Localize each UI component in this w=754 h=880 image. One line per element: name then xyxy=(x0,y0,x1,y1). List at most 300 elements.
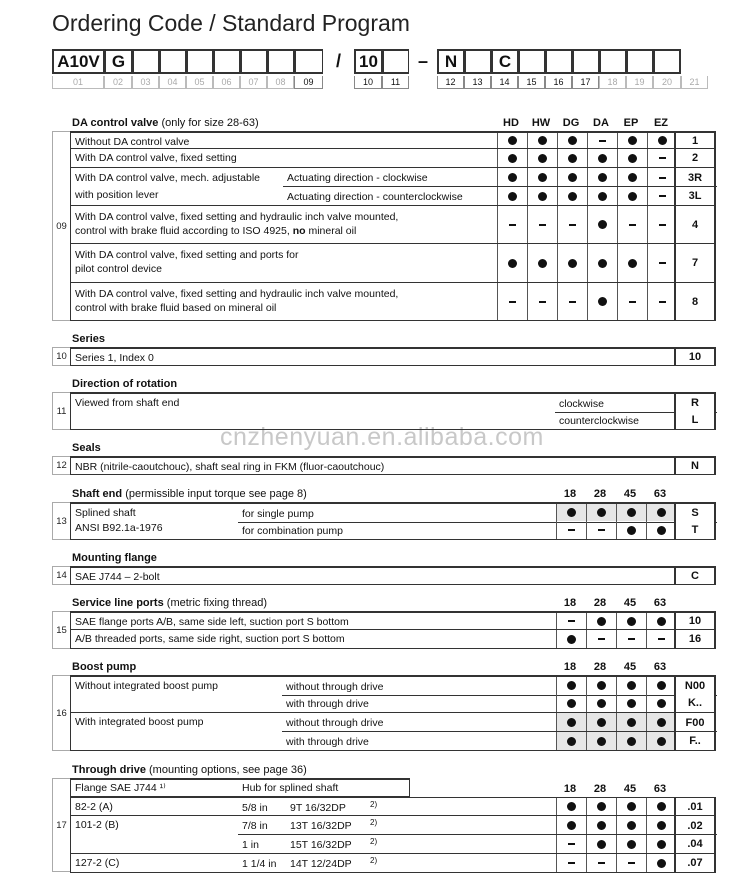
availability-cell xyxy=(556,677,586,694)
option-row[interactable] xyxy=(70,347,716,366)
code-box: A10V xyxy=(52,49,104,74)
section-title-bold: Service line ports xyxy=(72,597,164,609)
availability-cell xyxy=(586,816,616,835)
option-row[interactable] xyxy=(70,131,716,149)
option-subtext: without through drive xyxy=(286,681,384,693)
bullet-icon xyxy=(567,508,576,517)
bullet-icon xyxy=(627,737,636,746)
option-row[interactable] xyxy=(70,521,716,540)
dash-icon xyxy=(509,224,516,226)
availability-cell xyxy=(616,504,646,521)
bullet-icon xyxy=(627,821,636,830)
availability-cell xyxy=(586,732,616,750)
code-separator: / xyxy=(335,51,341,71)
bullet-icon xyxy=(597,699,606,708)
availability-cell xyxy=(646,630,676,648)
availability-cell xyxy=(527,206,557,243)
code-position-10: 10 xyxy=(354,76,382,89)
bullet-icon xyxy=(658,136,667,145)
dash-icon xyxy=(628,638,635,640)
option-text: Splined shaft xyxy=(75,507,136,519)
availability-cell xyxy=(616,854,646,872)
order-code-value[interactable]: K.. xyxy=(674,694,714,712)
bullet-icon xyxy=(538,192,547,201)
column-header-45: 45 xyxy=(623,661,637,673)
option-text-line2: pilot control device xyxy=(75,263,162,275)
bullet-icon xyxy=(597,718,606,727)
code-position-07: 07 xyxy=(240,76,267,89)
availability-cell xyxy=(617,187,647,205)
option-text-line2: control with brake fluid based on mineral oil xyxy=(75,302,277,314)
code-box: N xyxy=(437,49,464,74)
code-position-14: 14 xyxy=(491,76,518,89)
bullet-icon xyxy=(597,617,606,626)
order-code-value[interactable]: 16 xyxy=(674,630,714,648)
bullet-icon xyxy=(538,173,547,182)
option-row[interactable] xyxy=(70,732,716,751)
code-box xyxy=(382,49,409,74)
column-header-HD: HD xyxy=(503,117,519,129)
availability-cell xyxy=(586,694,616,712)
bullet-icon xyxy=(538,154,547,163)
option-row[interactable] xyxy=(70,149,716,168)
dash-icon xyxy=(658,638,665,640)
flange-header: Flange SAE J744 ¹⁾ xyxy=(75,782,166,794)
option-text: With DA control valve, mech. adjustable xyxy=(75,172,261,184)
column-header-63: 63 xyxy=(653,488,667,500)
availability-cell xyxy=(646,677,676,694)
option-subtext: for combination pump xyxy=(242,525,343,537)
code-position-03: 03 xyxy=(132,76,159,89)
position-number: 14 xyxy=(52,566,70,585)
availability-cell xyxy=(557,283,587,320)
option-text: A/B threaded ports, same side right, suction port S bottom xyxy=(75,633,345,645)
option-row[interactable] xyxy=(70,675,716,694)
availability-cell xyxy=(616,694,646,712)
code-box xyxy=(213,49,240,74)
order-code-value[interactable]: C xyxy=(674,568,714,584)
dash-icon xyxy=(509,301,516,303)
code-box: G xyxy=(104,49,132,74)
availability-cell xyxy=(556,854,586,872)
position-number: 15 xyxy=(52,611,70,649)
option-row[interactable] xyxy=(70,566,716,585)
bullet-icon xyxy=(657,821,666,830)
availability-cell xyxy=(617,244,647,282)
flange-size: 127-2 (C) xyxy=(75,857,120,869)
bullet-icon xyxy=(657,737,666,746)
availability-cell xyxy=(587,149,617,167)
position-number: 13 xyxy=(52,502,70,540)
spline-spec: 15T 16/32DP xyxy=(290,839,352,851)
section-title-bold: Through drive xyxy=(72,764,146,776)
bullet-icon xyxy=(538,136,547,145)
availability-cell xyxy=(646,816,676,835)
availability-cell xyxy=(497,244,527,282)
code-box xyxy=(132,49,159,74)
bullet-icon xyxy=(598,259,607,268)
code-box xyxy=(599,49,626,74)
availability-cell xyxy=(557,244,587,282)
availability-cell xyxy=(497,133,527,148)
availability-cell xyxy=(527,283,557,320)
option-text: Viewed from shaft end xyxy=(75,397,180,409)
order-code-value[interactable]: R xyxy=(674,394,714,411)
availability-cell xyxy=(557,133,587,148)
bullet-icon xyxy=(567,699,576,708)
order-code-value[interactable]: .02 xyxy=(674,816,714,835)
section-title-bold: DA control valve xyxy=(72,117,159,129)
position-number: 16 xyxy=(52,675,70,751)
order-code-value[interactable]: 7 xyxy=(674,244,714,282)
dash-icon xyxy=(568,843,575,845)
code-box xyxy=(294,49,323,74)
order-code-value[interactable]: 8 xyxy=(674,283,714,320)
column-header-63: 63 xyxy=(653,661,667,673)
availability-cell xyxy=(616,713,646,732)
bullet-icon xyxy=(568,259,577,268)
availability-cell xyxy=(556,835,586,853)
order-code-value[interactable]: 2 xyxy=(674,149,714,167)
dash-icon xyxy=(659,195,666,197)
watermark: cnzhenyuan.en.alibaba.com xyxy=(220,423,544,451)
section-title-bold: Direction of rotation xyxy=(72,378,178,390)
bullet-icon xyxy=(597,802,606,811)
availability-cell xyxy=(556,630,586,648)
bullet-icon xyxy=(567,635,576,644)
option-subtext: with through drive xyxy=(286,736,369,748)
code-position-11: 11 xyxy=(382,76,409,89)
code-separator: – xyxy=(417,51,428,71)
flange-size: 82-2 (A) xyxy=(75,801,113,813)
code-box xyxy=(159,49,186,74)
bullet-icon xyxy=(627,802,636,811)
availability-cell xyxy=(557,187,587,205)
order-code-value[interactable]: N00 xyxy=(674,677,714,694)
option-text: Without DA control valve xyxy=(75,136,190,148)
availability-cell xyxy=(616,677,646,694)
column-header-18: 18 xyxy=(563,661,577,673)
section-note: (mounting options, see page 36) xyxy=(149,764,307,776)
column-header-28: 28 xyxy=(593,661,607,673)
bullet-icon xyxy=(628,136,637,145)
bullet-icon xyxy=(567,737,576,746)
dash-icon xyxy=(569,224,576,226)
bullet-icon xyxy=(628,259,637,268)
dash-icon xyxy=(568,862,575,864)
code-box xyxy=(518,49,545,74)
code-position-01: 01 xyxy=(52,76,104,89)
dash-icon xyxy=(539,224,546,226)
availability-cell xyxy=(616,835,646,853)
code-box: 10 xyxy=(354,49,382,74)
availability-cell xyxy=(616,816,646,835)
bullet-icon xyxy=(628,173,637,182)
dash-icon xyxy=(659,301,666,303)
availability-cell xyxy=(556,694,586,712)
column-header-28: 28 xyxy=(593,597,607,609)
availability-cell xyxy=(587,187,617,205)
code-box xyxy=(626,49,653,74)
section-title xyxy=(72,442,101,454)
bullet-icon xyxy=(598,173,607,182)
option-row[interactable] xyxy=(70,206,716,244)
code-box xyxy=(464,49,491,74)
spline-spec: 9T 16/32DP xyxy=(290,802,346,814)
availability-cell xyxy=(646,521,676,539)
bullet-icon xyxy=(567,718,576,727)
availability-cell xyxy=(556,521,586,539)
bullet-icon xyxy=(627,617,636,626)
option-row[interactable] xyxy=(70,835,716,854)
availability-cell xyxy=(616,798,646,815)
order-code-value[interactable]: 3R xyxy=(674,168,714,187)
option-row[interactable] xyxy=(70,283,716,321)
option-text: SAE flange ports A/B, same side left, suction port S bottom xyxy=(75,616,349,628)
bullet-icon xyxy=(508,192,517,201)
availability-cell xyxy=(527,168,557,187)
bullet-icon xyxy=(657,802,666,811)
option-subtext: for single pump xyxy=(242,508,314,520)
order-code-value[interactable]: 1 xyxy=(674,133,714,148)
column-header-28: 28 xyxy=(593,488,607,500)
bullet-icon xyxy=(597,681,606,690)
code-box xyxy=(572,49,599,74)
availability-cell xyxy=(497,168,527,187)
option-row[interactable] xyxy=(70,244,716,283)
option-row[interactable] xyxy=(70,713,716,732)
availability-cell xyxy=(586,504,616,521)
bullet-icon xyxy=(627,526,636,535)
order-code-value[interactable]: L xyxy=(674,411,714,429)
order-code-value[interactable]: .04 xyxy=(674,835,714,853)
option-subtext: Actuating direction - clockwise xyxy=(287,172,428,184)
bullet-icon xyxy=(657,508,666,517)
option-text: With DA control valve, fixed setting and ports for xyxy=(75,249,299,261)
dash-icon xyxy=(629,224,636,226)
availability-cell xyxy=(647,244,677,282)
option-text-line2 xyxy=(71,224,356,238)
section-title xyxy=(72,117,259,129)
position-number: 12 xyxy=(52,456,70,475)
bullet-icon xyxy=(598,220,607,229)
bullet-icon xyxy=(627,681,636,690)
code-position-18: 18 xyxy=(599,76,626,89)
dash-icon xyxy=(659,262,666,264)
dash-icon xyxy=(629,301,636,303)
option-row[interactable] xyxy=(70,411,716,430)
column-header-DG: DG xyxy=(562,117,580,129)
option-text: With DA control valve, fixed setting and hydraulic inch valve mounted, xyxy=(75,288,399,300)
code-box xyxy=(545,49,572,74)
order-code-value[interactable]: T xyxy=(674,521,714,539)
code-position-05: 05 xyxy=(186,76,213,89)
hub-size: 1 in xyxy=(242,839,259,851)
availability-cell xyxy=(616,630,646,648)
availability-cell xyxy=(647,149,677,167)
order-code-value[interactable]: 3L xyxy=(674,187,714,205)
hub-header: Hub for splined shaft xyxy=(242,782,339,794)
option-row[interactable] xyxy=(70,187,716,206)
availability-cell xyxy=(617,283,647,320)
option-text-line2: with position lever xyxy=(75,189,159,201)
code-box xyxy=(653,49,681,74)
bullet-icon xyxy=(597,840,606,849)
section-title-bold: Seals xyxy=(72,442,101,454)
order-code-value[interactable]: F.. xyxy=(674,732,714,750)
footnote-ref: 2) xyxy=(370,800,378,809)
bullet-icon xyxy=(567,821,576,830)
column-header-28: 28 xyxy=(593,783,607,795)
section-title xyxy=(72,488,307,500)
availability-cell xyxy=(617,206,647,243)
bullet-icon xyxy=(627,699,636,708)
bullet-icon xyxy=(657,718,666,727)
availability-cell xyxy=(586,854,616,872)
bullet-icon xyxy=(598,192,607,201)
option-subtext: clockwise xyxy=(559,398,604,410)
availability-cell xyxy=(617,133,647,148)
position-number: 09 xyxy=(52,131,70,321)
availability-cell xyxy=(587,244,617,282)
option-subtext: with through drive xyxy=(286,698,369,710)
code-position-04: 04 xyxy=(159,76,186,89)
bullet-icon xyxy=(508,136,517,145)
bullet-icon xyxy=(657,681,666,690)
code-position-12: 12 xyxy=(437,76,464,89)
hub-size: 7/8 in xyxy=(242,820,268,832)
section-title xyxy=(72,764,307,776)
availability-cell xyxy=(587,206,617,243)
availability-cell xyxy=(586,613,616,629)
flange-size: 101-2 (B) xyxy=(75,819,119,831)
section-title-bold: Mounting flange xyxy=(72,552,157,564)
bullet-icon xyxy=(627,508,636,517)
availability-cell xyxy=(557,149,587,167)
availability-cell xyxy=(497,187,527,205)
dash-icon xyxy=(598,638,605,640)
page-title: Ordering Code / Standard Program xyxy=(52,10,410,36)
bullet-icon xyxy=(657,840,666,849)
option-text-line2: ANSI B92.1a-1976 xyxy=(75,522,163,534)
section-title-bold: Boost pump xyxy=(72,661,137,673)
availability-cell xyxy=(647,206,677,243)
order-code-value[interactable]: S xyxy=(674,504,714,521)
order-code-value[interactable]: 4 xyxy=(674,206,714,243)
availability-cell xyxy=(617,168,647,187)
order-code-value[interactable]: F00 xyxy=(674,713,714,732)
spline-spec: 14T 12/24DP xyxy=(290,858,352,870)
bullet-icon xyxy=(598,154,607,163)
section-note: (permissible input torque see page 8) xyxy=(125,488,307,500)
option-row[interactable] xyxy=(70,694,716,713)
availability-cell xyxy=(587,168,617,187)
option-text: NBR (nitrile-caoutchouc), shaft seal ring in FKM (fluor-caoutchouc) xyxy=(75,461,385,473)
code-position-06: 06 xyxy=(213,76,240,89)
bullet-icon xyxy=(508,154,517,163)
option-row[interactable] xyxy=(70,392,716,411)
code-box xyxy=(186,49,213,74)
availability-cell xyxy=(527,244,557,282)
bullet-icon xyxy=(627,718,636,727)
option-row[interactable] xyxy=(70,630,716,649)
bullet-icon xyxy=(598,297,607,306)
option-subtext: Actuating direction - counterclockwise xyxy=(287,191,463,203)
option-row[interactable] xyxy=(70,816,716,835)
option-row[interactable] xyxy=(70,854,716,873)
option-row[interactable] xyxy=(70,611,716,630)
column-header-63: 63 xyxy=(653,783,667,795)
position-number: 11 xyxy=(52,392,70,430)
availability-cell xyxy=(646,694,676,712)
bullet-icon xyxy=(657,617,666,626)
column-header-45: 45 xyxy=(623,783,637,795)
option-text: With integrated boost pump xyxy=(75,716,204,728)
availability-cell xyxy=(616,521,646,539)
hub-size: 1 1/4 in xyxy=(242,858,277,870)
availability-cell xyxy=(587,283,617,320)
dash-icon xyxy=(568,620,575,622)
dash-icon xyxy=(539,301,546,303)
option-row[interactable] xyxy=(70,456,716,475)
bullet-icon xyxy=(508,173,517,182)
order-code-value[interactable]: 10 xyxy=(674,613,714,629)
order-code-value[interactable]: 10 xyxy=(674,349,714,365)
column-header-63: 63 xyxy=(653,597,667,609)
order-code-value[interactable]: N xyxy=(674,458,714,474)
dash-icon xyxy=(659,224,666,226)
position-number: 17 xyxy=(52,778,70,872)
column-header-EZ: EZ xyxy=(653,117,669,129)
option-subtext: counterclockwise xyxy=(559,415,639,427)
column-header-HW: HW xyxy=(531,117,551,129)
availability-cell xyxy=(646,732,676,750)
availability-cell xyxy=(616,732,646,750)
availability-cell xyxy=(497,206,527,243)
emphasis-text: no xyxy=(292,225,306,237)
availability-cell xyxy=(646,798,676,815)
bullet-icon xyxy=(597,737,606,746)
footnote-ref: 2) xyxy=(370,818,378,827)
availability-cell xyxy=(556,732,586,750)
position-number: 10 xyxy=(52,347,70,366)
bullet-icon xyxy=(628,192,637,201)
footnote-ref: 2) xyxy=(370,837,378,846)
column-header-18: 18 xyxy=(563,488,577,500)
option-row[interactable] xyxy=(70,797,716,816)
code-position-19: 19 xyxy=(626,76,653,89)
bullet-icon xyxy=(568,154,577,163)
text: mineral oil xyxy=(305,225,357,237)
order-code-value[interactable]: .01 xyxy=(674,798,714,815)
option-text: Series 1, Index 0 xyxy=(75,352,154,364)
order-code-value[interactable]: .07 xyxy=(674,854,714,872)
dash-icon xyxy=(628,862,635,864)
availability-cell xyxy=(616,613,646,629)
availability-cell xyxy=(556,713,586,732)
availability-cell xyxy=(586,630,616,648)
column-header-EP: EP xyxy=(623,117,639,129)
dash-icon xyxy=(568,529,575,531)
dash-icon xyxy=(569,301,576,303)
availability-cell xyxy=(586,677,616,694)
availability-cell xyxy=(527,149,557,167)
code-position-13: 13 xyxy=(464,76,491,89)
bullet-icon xyxy=(657,526,666,535)
section-note: (metric fixing thread) xyxy=(166,597,268,609)
section-title-bold: Series xyxy=(72,333,106,345)
section-title-bold: Shaft end xyxy=(72,488,123,500)
